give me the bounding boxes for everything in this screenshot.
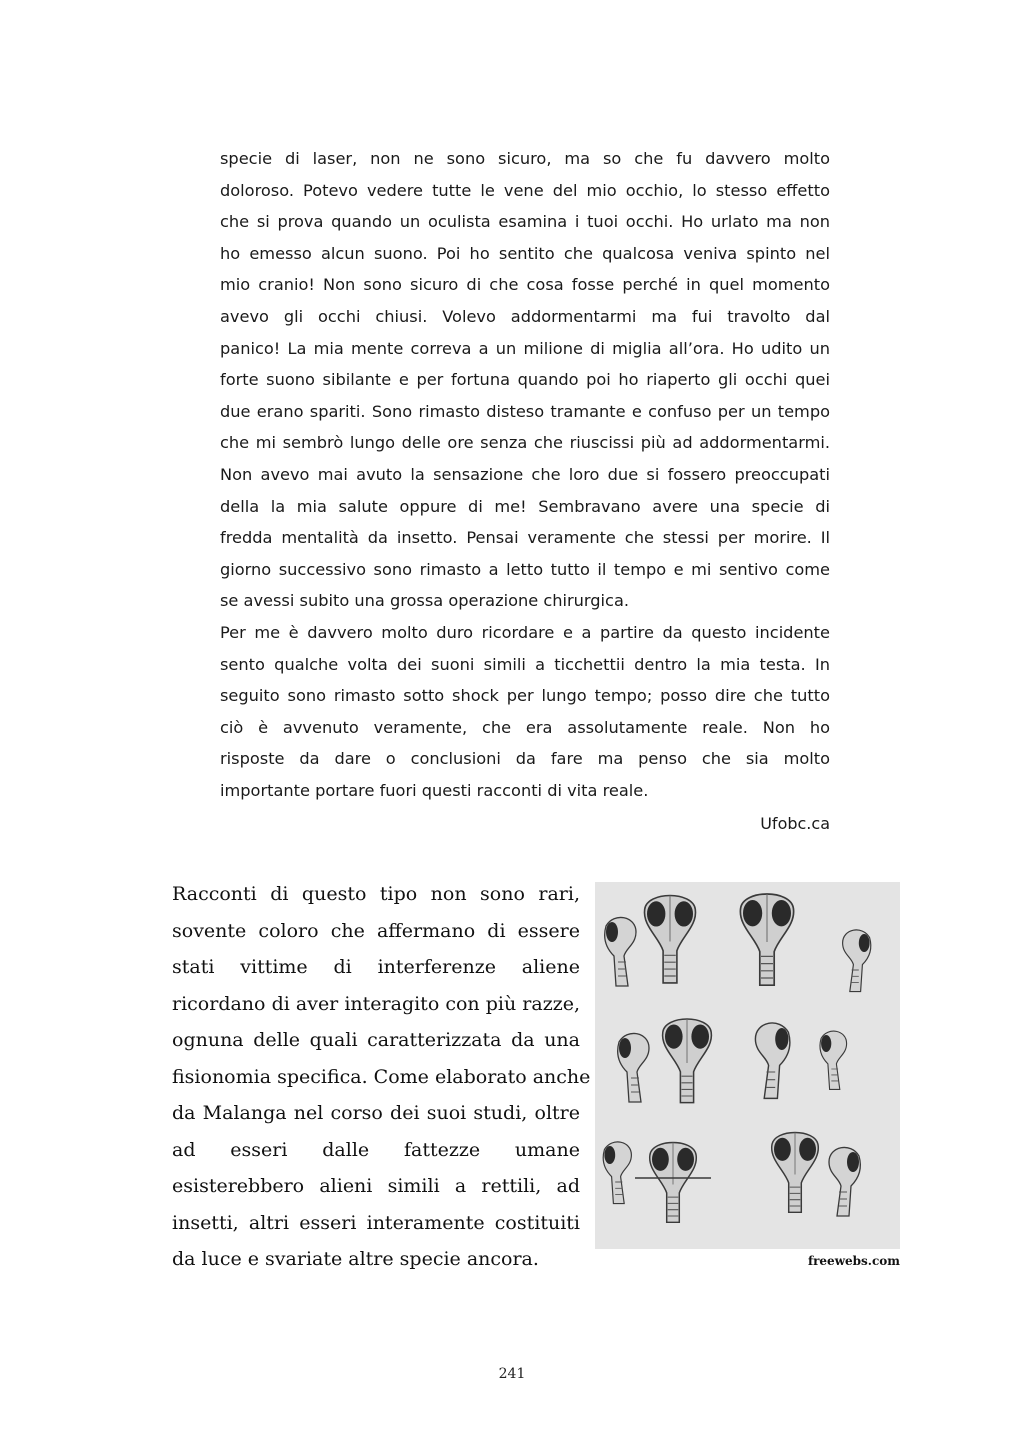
body-line: ad esseri dalle fattezze umane bbox=[172, 1138, 580, 1161]
quote-line: seguito sono rimasto sotto shock per lungo tempo; posso dire che tutto bbox=[220, 686, 830, 706]
quote-line: risposte da dare o conclusioni da fare ma penso che sia molto bbox=[220, 749, 830, 769]
quote-line: della la mia salute oppure di me! Sembravano avere una specie di bbox=[220, 496, 830, 516]
quote-line: importante portare fuori questi racconti di vita reale. bbox=[220, 780, 649, 800]
body-paragraph bbox=[172, 876, 591, 1278]
quote-line: due erano spariti. Sono rimasto disteso tramante e confuso per un tempo bbox=[220, 401, 830, 421]
body-line: fisionomia specifica. Come elaborato anche bbox=[172, 1065, 591, 1088]
quote-line: fredda mentalità da insetto. Pensai veramente che stessi per morire. Il bbox=[220, 528, 830, 548]
image-credit: freewebs.com bbox=[807, 1254, 900, 1268]
body-line: sovente coloro che affermano di essere bbox=[172, 919, 580, 942]
quote-line: sento qualche volta dei suoni simili a ticchettii dentro la mia testa. In bbox=[220, 654, 830, 674]
quote-line: Non avevo mai avuto la sensazione che loro due si fossero preoccupati bbox=[220, 464, 830, 484]
quote-source: Ufobc.ca bbox=[760, 814, 830, 833]
quote-line: doloroso. Potevo vedere tutte le vene del mio occhio, lo stesso effetto bbox=[220, 180, 830, 200]
body-line: stati vittime di interferenze aliene bbox=[172, 956, 580, 978]
body-line: da luce e svariate altre specie ancora. bbox=[172, 1248, 539, 1270]
quote-line: Per me è davvero molto duro ricordare e a partire da questo incidente bbox=[220, 622, 830, 642]
quote-line: panico! La mia mente correva a un milione di miglia all’ora. Ho udito un bbox=[220, 338, 830, 358]
alien-sketches-image bbox=[595, 882, 900, 1249]
quoted-testimony bbox=[220, 143, 830, 806]
body-line: esisterebbero alieni simili a rettili, ad bbox=[172, 1175, 580, 1197]
quote-line: che si prova quando un oculista esamina i tuoi occhi. Ho urlato ma non bbox=[220, 212, 830, 232]
quote-line: se avessi subito una grossa operazione chirurgica. bbox=[220, 591, 630, 611]
body-line: ricordano di aver interagito con più razze, bbox=[172, 992, 580, 1015]
page-number: 241 bbox=[498, 1366, 526, 1382]
quote-line: forte suono sibilante e per fortuna quando poi ho riaperto gli occhi quei bbox=[220, 370, 830, 390]
quote-line: mio cranio! Non sono sicuro di che cosa fosse perché in quel momento bbox=[220, 275, 830, 295]
quote-line: ho emesso alcun suono. Poi ho sentito che qualcosa veniva spinto nel bbox=[220, 243, 830, 263]
quote-line: giorno successivo sono rimasto a letto tutto il tempo e mi sentivo come bbox=[220, 559, 830, 579]
quote-line: specie di laser, non ne sono sicuro, ma so che fu davvero molto bbox=[220, 149, 830, 168]
quote-line: avevo gli occhi chiusi. Volevo addormentarmi ma fui travolto dal bbox=[220, 306, 830, 326]
body-line: ognuna delle quali caratterizzata da una bbox=[172, 1029, 580, 1051]
body-line: insetti, altri esseri interamente costituiti bbox=[172, 1211, 580, 1234]
quote-line: ciò è avvenuto veramente, che era assolutamente reale. Non ho bbox=[220, 717, 830, 737]
alien-sketches-drawing bbox=[595, 882, 900, 1249]
quote-line: che mi sembrò lungo delle ore senza che riuscissi più ad addormentarmi. bbox=[220, 433, 830, 453]
body-line: da Malanga nel corso dei suoi studi, oltre bbox=[172, 1102, 580, 1124]
body-line: Racconti di questo tipo non sono rari, bbox=[172, 883, 580, 905]
